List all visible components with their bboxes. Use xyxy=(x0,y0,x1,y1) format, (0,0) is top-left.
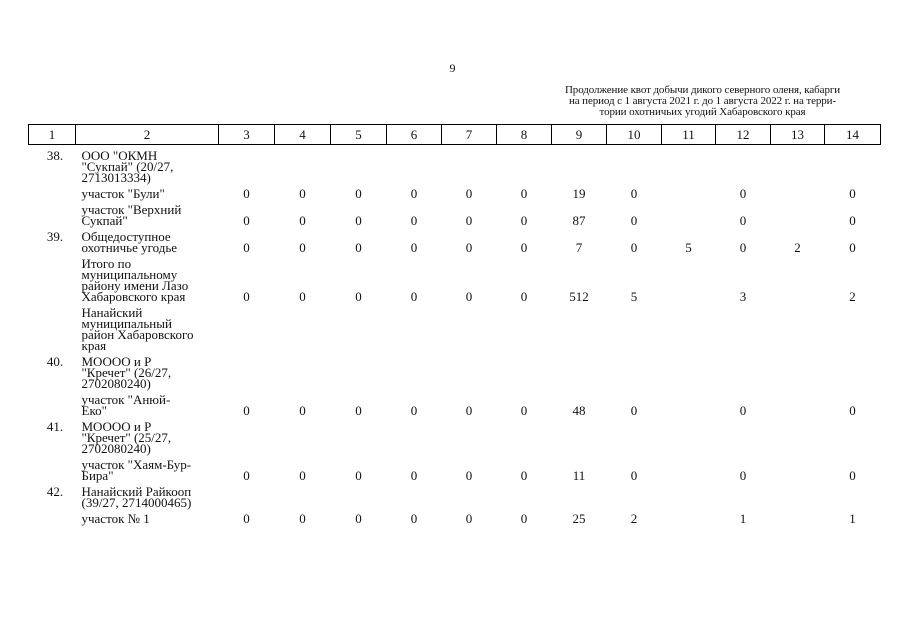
table-row xyxy=(29,391,881,418)
table-row xyxy=(29,510,881,526)
cell-col-13 xyxy=(771,255,825,304)
cell-col-5: 0 xyxy=(355,403,362,418)
row-number-text: 40. xyxy=(46,354,64,369)
cell-col-14: 0 xyxy=(849,240,856,255)
row-name-line: 2702080240) xyxy=(81,441,151,456)
cell-col-4 xyxy=(275,304,331,353)
column-header-5: 5 xyxy=(331,125,387,145)
cell-col-7 xyxy=(442,353,497,391)
cell-col-6 xyxy=(387,145,442,186)
cell-col-9: 11 xyxy=(572,468,586,483)
row-name xyxy=(76,145,219,186)
table-body xyxy=(29,145,881,527)
table-header xyxy=(29,125,881,145)
cell-col-6 xyxy=(387,353,442,391)
table-caption xyxy=(530,85,875,118)
cell-col-10: 0 xyxy=(630,213,638,228)
cell-col-4: 0 xyxy=(299,186,306,201)
cell-col-4: 0 xyxy=(299,468,306,483)
cell-col-14 xyxy=(825,145,881,186)
cell-col-13 xyxy=(771,304,825,353)
cell-col-5 xyxy=(331,145,387,186)
row-name-line: Общедоступное xyxy=(81,229,171,244)
row-name-line: участок "Були" xyxy=(81,186,165,201)
cell-col-3: 0 xyxy=(243,511,250,526)
table-row xyxy=(29,145,881,186)
cell-col-10: 2 xyxy=(630,511,638,526)
cell-col-14: 0 xyxy=(849,186,856,201)
cell-col-13 xyxy=(771,391,825,418)
table-row xyxy=(29,185,881,201)
cell-col-8: 0 xyxy=(520,213,528,228)
cell-col-4: 0 xyxy=(299,403,306,418)
cell-col-13 xyxy=(771,510,825,526)
row-name xyxy=(76,228,219,255)
row-number-text: 39. xyxy=(46,229,64,244)
row-name-line: (39/27, 2714000465) xyxy=(81,495,192,510)
row-number xyxy=(29,201,76,228)
cell-col-5: 0 xyxy=(355,186,362,201)
cell-col-14 xyxy=(825,353,881,391)
row-name xyxy=(76,201,219,228)
row-name-line: участок "Хаям-Бур- xyxy=(81,457,192,472)
cell-col-9 xyxy=(552,145,607,186)
cell-col-13 xyxy=(771,418,825,456)
cell-col-5 xyxy=(331,353,387,391)
cell-col-3: 0 xyxy=(243,289,250,304)
cell-col-12 xyxy=(716,145,771,186)
column-header-3: 3 xyxy=(219,125,275,145)
cell-col-6: 0 xyxy=(410,240,418,255)
caption-line-3: тории охотничьих угодий Хабаровского края xyxy=(599,106,806,118)
cell-col-8: 0 xyxy=(520,511,528,526)
row-name-line: 2702080240) xyxy=(81,376,151,391)
cell-col-6: 0 xyxy=(410,468,418,483)
cell-col-5 xyxy=(331,304,387,353)
cell-col-12: 0 xyxy=(739,240,747,255)
cell-col-5: 0 xyxy=(355,468,362,483)
cell-col-9: 512 xyxy=(569,289,589,304)
row-number-text: 38. xyxy=(46,148,64,163)
cell-col-12: 0 xyxy=(739,468,747,483)
cell-col-3 xyxy=(219,353,275,391)
row-name xyxy=(76,418,219,456)
cell-col-5: 0 xyxy=(355,511,362,526)
cell-col-4 xyxy=(275,145,331,186)
cell-col-4: 0 xyxy=(299,240,306,255)
cell-col-4: 0 xyxy=(299,511,306,526)
row-number-text: 42. xyxy=(46,484,64,499)
table-row xyxy=(29,201,881,228)
cell-col-9: 19 xyxy=(572,186,586,201)
cell-col-12: 1 xyxy=(739,511,747,526)
cell-col-8: 0 xyxy=(520,403,528,418)
row-number xyxy=(29,483,76,510)
cell-col-5: 0 xyxy=(355,289,362,304)
cell-col-7 xyxy=(442,418,497,456)
cell-col-14: 2 xyxy=(849,289,856,304)
cell-col-14 xyxy=(825,483,881,510)
cell-col-6: 0 xyxy=(410,186,418,201)
row-name xyxy=(76,353,219,391)
cell-col-10 xyxy=(607,304,662,353)
cell-col-11 xyxy=(662,456,716,483)
cell-col-11 xyxy=(662,483,716,510)
cell-col-7: 0 xyxy=(465,289,473,304)
cell-col-10 xyxy=(607,418,662,456)
cell-col-11 xyxy=(662,510,716,526)
column-header-1: 1 xyxy=(29,125,76,145)
cell-col-3: 0 xyxy=(243,186,250,201)
header-row xyxy=(29,125,881,145)
row-name xyxy=(76,255,219,304)
cell-col-7: 0 xyxy=(465,511,473,526)
cell-col-9 xyxy=(552,483,607,510)
cell-col-12 xyxy=(716,304,771,353)
cell-col-11 xyxy=(662,145,716,186)
cell-col-7 xyxy=(442,304,497,353)
row-number-text: 41. xyxy=(46,419,64,434)
cell-col-10: 0 xyxy=(630,403,638,418)
cell-col-12: 0 xyxy=(739,186,747,201)
cell-col-13 xyxy=(771,483,825,510)
cell-col-11 xyxy=(662,353,716,391)
column-header-6: 6 xyxy=(387,125,442,145)
table-row xyxy=(29,483,881,510)
row-name-line: "Кречет" (26/27, xyxy=(81,365,172,380)
column-header-12: 12 xyxy=(716,125,771,145)
cell-col-4 xyxy=(275,353,331,391)
cell-col-7: 0 xyxy=(465,403,473,418)
row-name-line: Хабаровского края xyxy=(81,289,186,304)
cell-col-8: 0 xyxy=(520,289,528,304)
cell-col-8 xyxy=(497,418,552,456)
cell-col-14: 0 xyxy=(849,468,856,483)
cell-col-11: 5 xyxy=(685,240,692,255)
cell-col-4: 0 xyxy=(299,289,306,304)
cell-col-12 xyxy=(716,483,771,510)
cell-col-12 xyxy=(716,353,771,391)
cell-col-14: 0 xyxy=(849,213,856,228)
cell-col-13 xyxy=(771,145,825,186)
cell-col-7: 0 xyxy=(465,213,473,228)
row-name xyxy=(76,391,219,418)
table-row xyxy=(29,255,881,304)
cell-col-9 xyxy=(552,418,607,456)
page-number: 9 xyxy=(449,61,456,75)
row-name-line: участок "Анюй- xyxy=(81,392,171,407)
row-name-line: району имени Лазо xyxy=(81,278,189,293)
column-header-9: 9 xyxy=(552,125,607,145)
cell-col-6 xyxy=(387,483,442,510)
cell-col-4 xyxy=(275,483,331,510)
cell-col-13 xyxy=(771,353,825,391)
row-name-line: муниципальному xyxy=(81,267,178,282)
cell-col-9 xyxy=(552,304,607,353)
cell-col-9: 48 xyxy=(572,403,586,418)
row-number xyxy=(29,456,76,483)
row-name xyxy=(76,510,219,526)
cell-col-11 xyxy=(662,418,716,456)
cell-col-3: 0 xyxy=(243,468,250,483)
row-name-line: "Сукпай" (20/27, xyxy=(81,159,174,174)
row-name xyxy=(76,456,219,483)
cell-col-9 xyxy=(552,353,607,391)
row-name-line: МОООО и Р xyxy=(81,354,152,369)
column-header-8: 8 xyxy=(497,125,552,145)
cell-col-8 xyxy=(497,145,552,186)
row-name xyxy=(76,185,219,201)
row-name-line: район Хабаровского xyxy=(81,327,194,342)
cell-col-12: 3 xyxy=(739,289,747,304)
cell-col-11 xyxy=(662,391,716,418)
row-name-line: Сукпай" xyxy=(81,213,128,228)
column-header-14: 14 xyxy=(825,125,881,145)
row-name-line: участок "Верхний xyxy=(81,202,182,217)
cell-col-10: 0 xyxy=(630,468,638,483)
cell-col-6: 0 xyxy=(410,289,418,304)
row-name-line: охотничье угодье xyxy=(81,240,178,255)
cell-col-13 xyxy=(771,201,825,228)
cell-col-12: 0 xyxy=(739,213,747,228)
column-header-13: 13 xyxy=(771,125,825,145)
cell-col-7 xyxy=(442,145,497,186)
cell-col-5: 0 xyxy=(355,240,362,255)
row-name-line: ООО "ОКМН xyxy=(81,148,158,163)
cell-col-13 xyxy=(771,456,825,483)
row-number xyxy=(29,255,76,304)
column-header-4: 4 xyxy=(275,125,331,145)
row-name-line: МОООО и Р xyxy=(81,419,152,434)
cell-col-11 xyxy=(662,201,716,228)
cell-col-11 xyxy=(662,255,716,304)
table-row xyxy=(29,304,881,353)
row-name-line: края xyxy=(81,338,107,353)
table-row xyxy=(29,456,881,483)
cell-col-11 xyxy=(662,304,716,353)
cell-col-4 xyxy=(275,418,331,456)
cell-col-14 xyxy=(825,418,881,456)
cell-col-7: 0 xyxy=(465,468,473,483)
cell-col-5 xyxy=(331,418,387,456)
column-header-11: 11 xyxy=(662,125,716,145)
row-name-line: Итого по xyxy=(81,256,132,271)
row-name-line: "Кречет" (25/27, xyxy=(81,430,172,445)
cell-col-4: 0 xyxy=(299,213,306,228)
cell-col-12 xyxy=(716,418,771,456)
cell-col-8 xyxy=(497,353,552,391)
column-header-10: 10 xyxy=(607,125,662,145)
cell-col-12: 0 xyxy=(739,403,747,418)
cell-col-3 xyxy=(219,483,275,510)
cell-col-6 xyxy=(387,304,442,353)
column-header-2: 2 xyxy=(76,125,219,145)
cell-col-10 xyxy=(607,145,662,186)
table-row xyxy=(29,418,881,456)
cell-col-6: 0 xyxy=(410,213,418,228)
cell-col-7: 0 xyxy=(465,240,473,255)
cell-col-14 xyxy=(825,304,881,353)
cell-col-3: 0 xyxy=(243,240,250,255)
row-number xyxy=(29,145,76,186)
cell-col-3 xyxy=(219,418,275,456)
row-name-line: 2713013334) xyxy=(81,170,151,185)
row-number xyxy=(29,353,76,391)
cell-col-14: 0 xyxy=(849,403,856,418)
cell-col-6 xyxy=(387,418,442,456)
cell-col-10: 5 xyxy=(630,289,638,304)
row-number xyxy=(29,228,76,255)
cell-col-13: 2 xyxy=(794,240,801,255)
row-name xyxy=(76,483,219,510)
cell-col-3 xyxy=(219,145,275,186)
cell-col-7: 0 xyxy=(465,186,473,201)
row-name xyxy=(76,304,219,353)
quota-table xyxy=(28,124,881,526)
row-number xyxy=(29,185,76,201)
row-number xyxy=(29,418,76,456)
cell-col-10 xyxy=(607,483,662,510)
cell-col-8 xyxy=(497,304,552,353)
cell-col-11 xyxy=(662,185,716,201)
cell-col-8: 0 xyxy=(520,468,528,483)
row-number xyxy=(29,304,76,353)
cell-col-10 xyxy=(607,353,662,391)
row-name-line: Нанайский xyxy=(81,305,143,320)
row-number xyxy=(29,391,76,418)
cell-col-3: 0 xyxy=(243,403,250,418)
row-name-line: Еко" xyxy=(81,403,107,418)
row-name-line: муниципальный xyxy=(81,316,172,331)
cell-col-3: 0 xyxy=(243,213,250,228)
row-name-line: участок № 1 xyxy=(81,511,150,526)
row-name-line: Бира" xyxy=(81,468,114,483)
cell-col-8: 0 xyxy=(520,240,528,255)
cell-col-10: 0 xyxy=(630,186,638,201)
cell-col-14: 1 xyxy=(849,511,856,526)
table-row xyxy=(29,353,881,391)
row-number xyxy=(29,510,76,526)
cell-col-5 xyxy=(331,483,387,510)
cell-col-6: 0 xyxy=(410,403,418,418)
cell-col-13 xyxy=(771,185,825,201)
cell-col-3 xyxy=(219,304,275,353)
cell-col-5: 0 xyxy=(355,213,362,228)
column-header-7: 7 xyxy=(442,125,497,145)
cell-col-9: 87 xyxy=(572,213,586,228)
cell-col-8: 0 xyxy=(520,186,528,201)
cell-col-8 xyxy=(497,483,552,510)
cell-col-9: 25 xyxy=(572,511,586,526)
row-name-line: Нанайский Райкооп xyxy=(81,484,192,499)
caption-line-2: на период с 1 августа 2021 г. до 1 августа 2022 г. на терри- xyxy=(568,95,837,107)
cell-col-6: 0 xyxy=(410,511,418,526)
caption-line-1: Продолжение квот добычи дикого северного оленя, кабарги xyxy=(564,84,841,96)
cell-col-10: 0 xyxy=(630,240,638,255)
table-row xyxy=(29,228,881,255)
cell-col-9: 7 xyxy=(575,240,583,255)
cell-col-7 xyxy=(442,483,497,510)
